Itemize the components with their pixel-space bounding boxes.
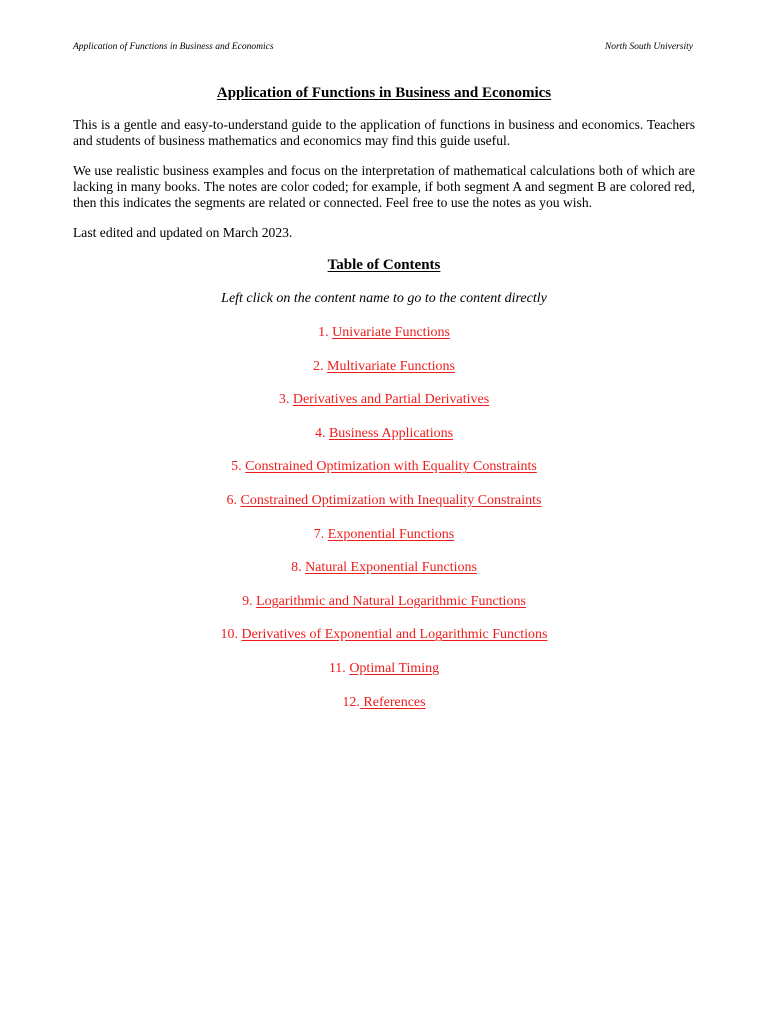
toc-item-number: 2. — [313, 358, 328, 374]
toc-item-number: 4. — [314, 425, 329, 441]
toc-item — [0, 458, 768, 492]
intro-paragraph-2: We use realistic business examples and focus on the interpretation of mathematical calculations both of which are lacking in many books. The notes are color coded; for example, if both segment A and segment B are colored red, then this indicates the segments are related or connected. Feel free to use the notes as you wish. — [73, 163, 695, 210]
toc-item — [0, 626, 768, 660]
toc-item — [0, 391, 768, 425]
toc-link-business-applications[interactable]: Business Applications — [328, 425, 454, 441]
header-title: Application of Functions in Business and Economics — [73, 42, 274, 52]
toc-item-number: 12. — [342, 694, 360, 710]
toc-link-multivariate-functions[interactable]: Multivariate Functions — [327, 358, 455, 374]
toc-link-univariate-functions[interactable]: Univariate Functions — [332, 325, 450, 340]
toc-item-number: 5. — [231, 459, 246, 475]
toc-item — [0, 492, 768, 526]
page-header — [73, 42, 695, 56]
toc-link-optimal-timing[interactable]: Optimal Timing — [349, 660, 440, 676]
toc-item — [0, 358, 768, 392]
toc-item-number: 8. — [291, 560, 306, 576]
toc-item — [0, 593, 768, 627]
toc-item — [0, 694, 768, 728]
toc-item — [0, 425, 768, 459]
toc-link-derivatives-exp-log[interactable]: Derivatives of Exponential and Logarithmic Functions — [241, 627, 548, 643]
toc-link-inequality-constraints[interactable]: Constrained Optimization with Inequality Constraints — [240, 492, 542, 508]
toc-heading: Table of Contents — [327, 257, 441, 273]
intro-paragraph-1: This is a gentle and easy-to-understand guide to the application of functions in business and economics. Teachers and students of business mathematics and economics may find this guide useful. — [73, 117, 695, 148]
toc-instruction: Left click on the content name to go to the content directly — [221, 291, 547, 306]
toc-item-number: 11. — [328, 660, 350, 676]
toc-item-number: 9. — [242, 593, 257, 609]
toc-item-number: 6. — [226, 492, 241, 508]
document-title: Application of Functions in Business and Economics — [216, 85, 552, 101]
toc-link-natural-exponential-functions[interactable]: Natural Exponential Functions — [305, 560, 477, 576]
toc-item — [0, 660, 768, 694]
toc-link-exponential-functions[interactable]: Exponential Functions — [327, 526, 455, 542]
toc-item — [0, 559, 768, 593]
toc-item — [0, 526, 768, 560]
header-institution: North South University — [604, 42, 693, 52]
toc-item-number: 1. — [318, 325, 333, 340]
toc-item-number: 10. — [220, 627, 242, 643]
toc-item — [0, 324, 768, 358]
table-of-contents — [0, 324, 768, 727]
toc-link-logarithmic-functions[interactable]: Logarithmic and Natural Logarithmic Functions — [256, 593, 526, 609]
toc-item-number: 3. — [278, 392, 293, 408]
toc-link-references[interactable]: References — [359, 694, 426, 710]
toc-link-derivatives[interactable]: Derivatives and Partial Derivatives — [292, 392, 490, 408]
last-updated-note: Last edited and updated on March 2023. — [73, 225, 293, 240]
toc-link-equality-constraints[interactable]: Constrained Optimization with Equality Constraints — [245, 459, 537, 475]
toc-item-number: 7. — [313, 526, 328, 542]
